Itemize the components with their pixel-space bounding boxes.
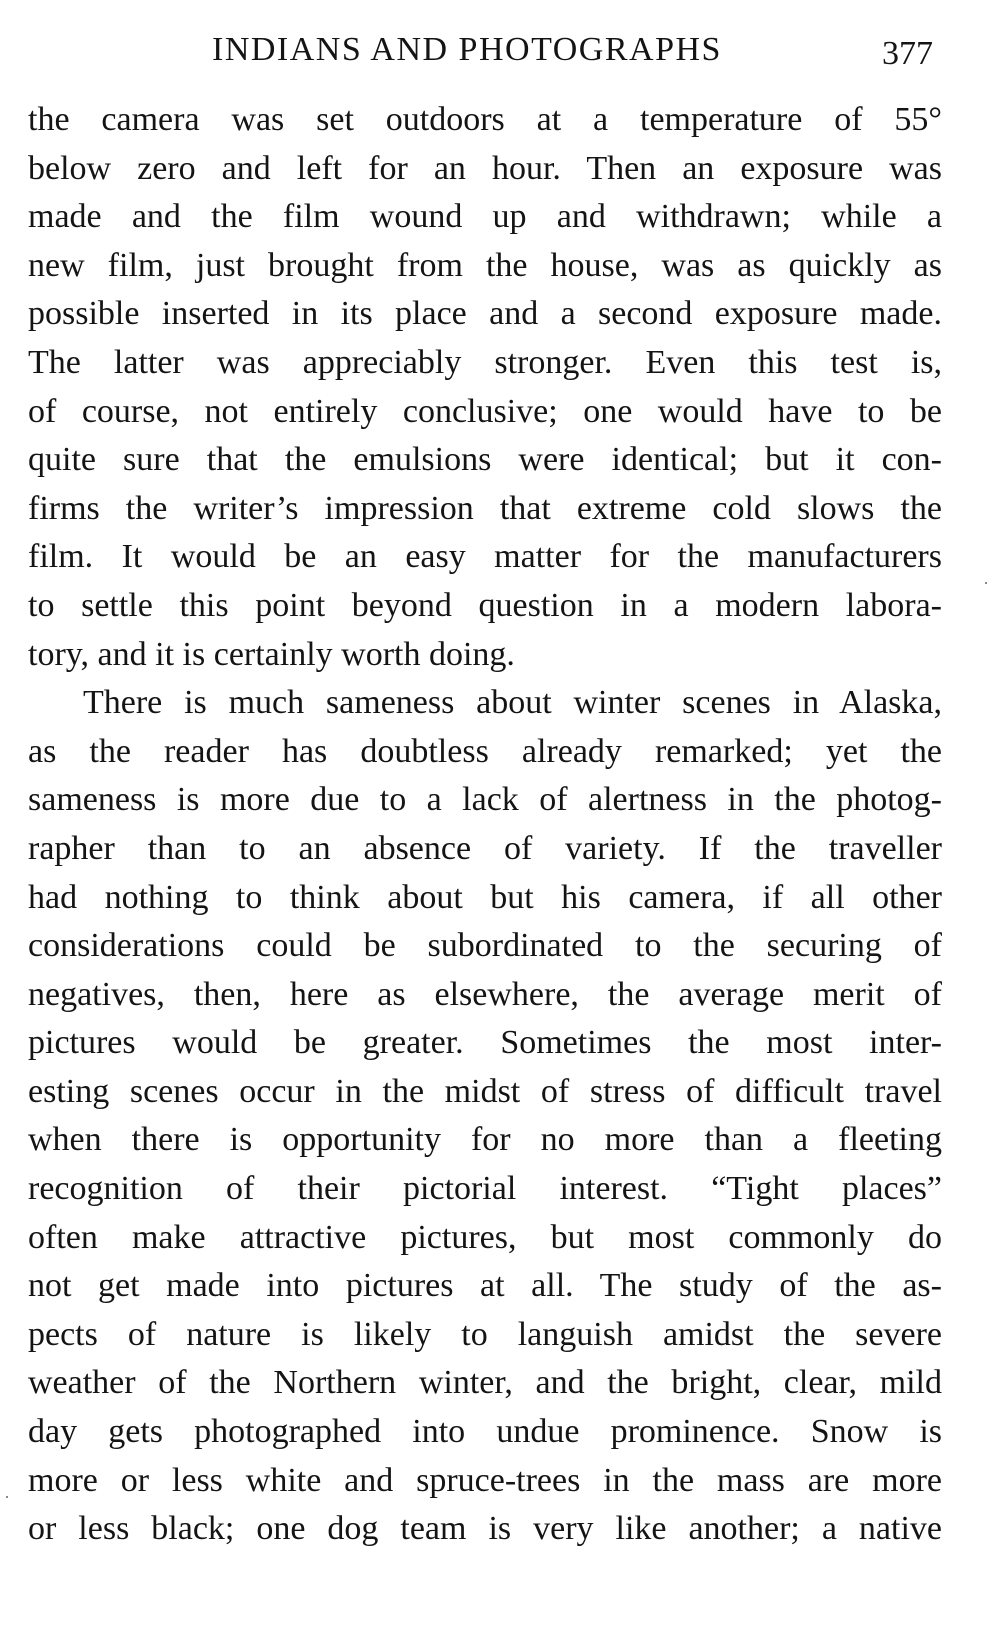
scan-speck	[6, 1496, 8, 1498]
text-line: below zero and left for an hour. Then an exposure was	[28, 149, 942, 187]
text-line: quite sure that the emulsions were identical; but it con-	[28, 441, 942, 479]
text-line: made and the film wound up and withdrawn; while a	[28, 198, 942, 236]
text-line: firms the writer’s impression that extreme cold slows the	[28, 489, 942, 527]
text-line: when there is opportunity for no more than a fleeting	[28, 1121, 942, 1159]
text-line: tory, and it is certainly worth doing.	[28, 635, 515, 673]
text-line: esting scenes occur in the midst of stress of difficult travel	[28, 1072, 942, 1110]
running-title: INDIANS AND PHOTOGRAPHS	[212, 31, 722, 68]
text-line: rapher than to an absence of variety. If the traveller	[28, 829, 942, 867]
text-line: weather of the Northern winter, and the bright, clear, mild	[28, 1364, 942, 1402]
text-line: of course, not entirely conclusive; one would have to be	[28, 392, 942, 430]
paragraph-1	[28, 96, 942, 679]
paragraph-2	[28, 679, 942, 1554]
page-number: 377	[882, 35, 933, 72]
text-line: the camera was set outdoors at a temperature of 55°	[28, 101, 942, 138]
text-line: had nothing to think about but his camera, if all other	[28, 878, 942, 916]
text-line: as the reader has doubtless already remarked; yet the	[28, 732, 942, 770]
text-line: pictures would be greater. Sometimes the most inter-	[28, 1024, 942, 1062]
text-line: to settle this point beyond question in a modern labora-	[28, 586, 942, 624]
text-line: negatives, then, here as elsewhere, the average merit of	[28, 975, 942, 1013]
text-line: new film, just brought from the house, was as quickly as	[28, 246, 942, 284]
text-line: or less black; one dog team is very like another; a native	[28, 1510, 942, 1548]
scan-speck	[985, 582, 987, 584]
text-line: recognition of their pictorial interest. “Tight places”	[28, 1170, 942, 1208]
running-head	[0, 26, 1000, 74]
text-line: pects of nature is likely to languish amidst the severe	[28, 1315, 942, 1353]
body-text	[28, 96, 942, 1554]
text-line: day gets photographed into undue prominence. Snow is	[28, 1413, 942, 1451]
text-line: possible inserted in its place and a second exposure made.	[28, 295, 942, 333]
text-line: The latter was appreciably stronger. Even this test is,	[28, 343, 942, 381]
text-line: sameness is more due to a lack of alertness in the photog-	[28, 781, 942, 819]
text-line: not get made into pictures at all. The study of the as-	[28, 1267, 942, 1305]
text-line: considerations could be subordinated to the securing of	[28, 927, 942, 965]
text-line: often make attractive pictures, but most commonly do	[28, 1218, 942, 1256]
text-line: There is much sameness about winter scenes in Alaska,	[83, 684, 942, 722]
text-line: film. It would be an easy matter for the manufacturers	[28, 538, 942, 576]
text-line: more or less white and spruce-trees in the mass are more	[28, 1461, 942, 1499]
